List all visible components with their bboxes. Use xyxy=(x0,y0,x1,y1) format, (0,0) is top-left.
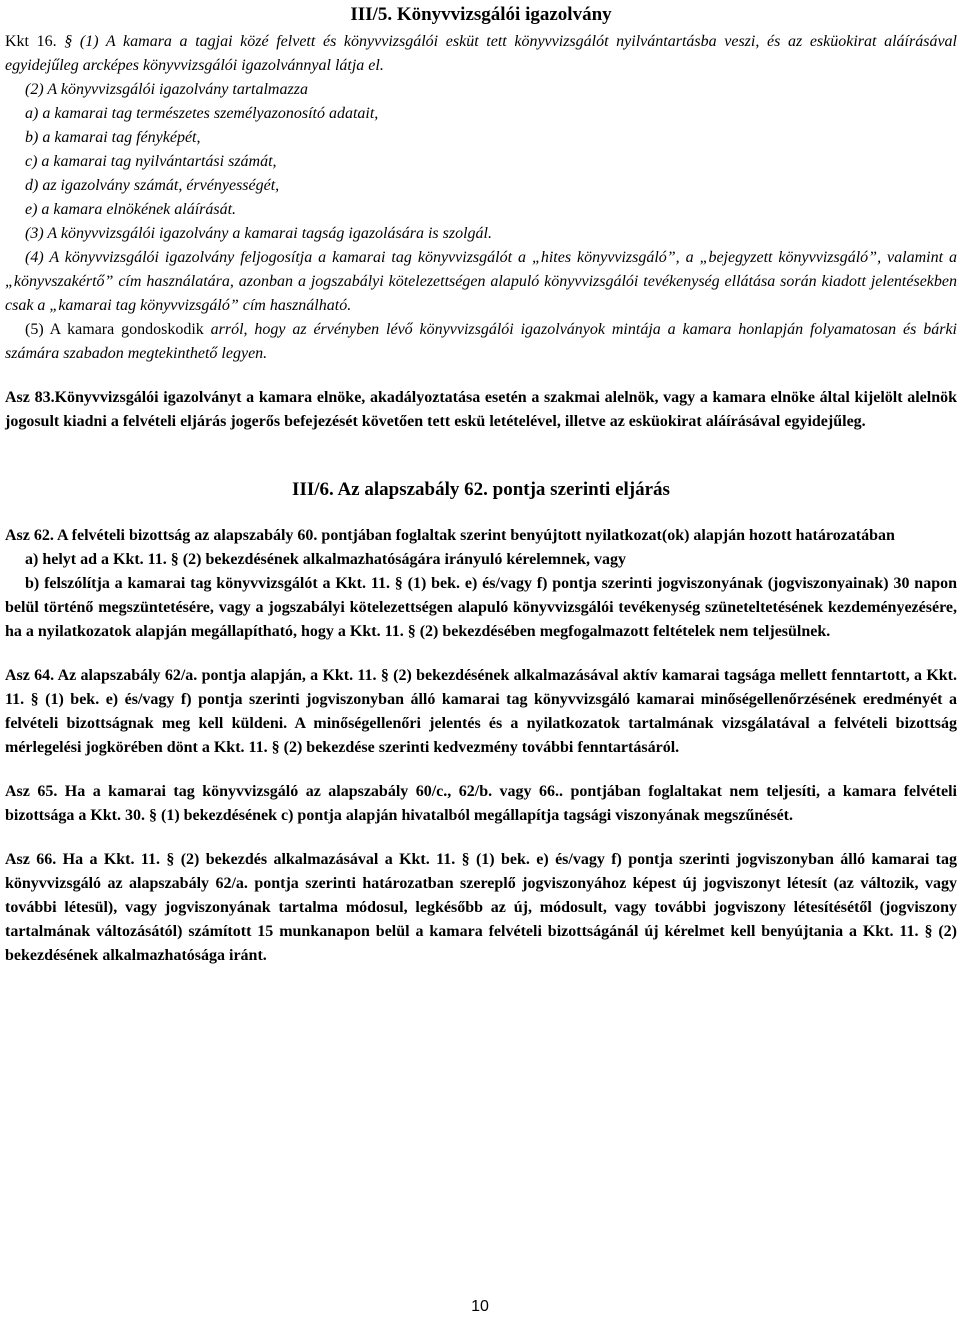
section-title-iii5: III/5. Könyvvizsgálói igazolvány xyxy=(350,4,612,25)
kkt16-item-a: a) a kamarai tag természetes személyazonosító adatait, xyxy=(25,105,379,122)
asz62-item-b: b) felszólítja a kamarai tag könyvvizsgálót a Kkt. 11. § (1) bek. e) és/vagy f) pontja szerinti jogviszonyának (jogviszonyainak) 30 napon belül történő megszüntetésére, vagy a jogszabályi kötelezettségen alapuló könyvvizsgálói tevékenység szüneteltetésének kezdeményezésére, ha a nyilatkozatok alapján megállapítható, hogy a Kkt. 11. § (2) bekezdésében megfogalmazott feltételek nem teljesülnek. xyxy=(5,575,957,640)
asz62-item-a: a) helyt ad a Kkt. 11. § (2) bekezdésének alkalmazhatóságára irányuló kérelemnek, vagy xyxy=(25,551,627,568)
kkt16-paragraph-5: (5) A kamara gondoskodik arról, hogy az érvényben lévő könyvvizsgálói igazolványok mintája a kamara honlapján folyamatosan és bárki számára szabadon megtekinthető legyen. xyxy=(5,321,957,362)
kkt16-item-b: b) a kamarai tag fényképét, xyxy=(25,129,201,146)
page-number: 10 xyxy=(471,1298,489,1315)
kkt16-item-c: c) a kamarai tag nyilvántartási számát, xyxy=(25,153,277,170)
section-title-iii6: III/6. Az alapszabály 62. pontja szerinti eljárás xyxy=(292,479,670,500)
kkt16-paragraph-4: (4) A könyvvizsgálói igazolvány feljogosítja a kamarai tag könyvvizsgálót a „hites könyvvizsgáló”, a „bejegyzett könyvvizsgáló”, valamint a „könyvszakértő” cím használatára, azonban a jogszabályi kötelezettségen alapuló könyvvizsgálói tevékenység ellátása során kiadott jelentésekben csak a „kamarai tag könyvvizsgáló” cím használható. xyxy=(5,249,957,314)
asz66-paragraph: Asz 66. Ha a Kkt. 11. § (2) bekezdés alkalmazásával a Kkt. 11. § (1) bek. e) és/vagy f) pontja szerinti jogviszonyban álló kamarai tag könyvvizsgáló az alapszabály 62/a. pontja szerinti határozatban szereplő jogviszonyához képest új jogviszonyt létesít (az változik, vagy további létesül), vagy jogviszonyának tartalma módosul, legkésőbb az új, módosult, vagy további jogviszony létesítésétől (jogviszony tartalmának változásától) számított 15 munkanapon belül a kamara felvételi bizottságánál új kérelmet kell benyújtania a Kkt. 11. § (2) bekezdésének alkalmazhatósága iránt. xyxy=(5,851,957,964)
kkt16-item-d: d) az igazolvány számát, érvényességét, xyxy=(25,177,280,194)
asz83-paragraph: Asz 83.Könyvvizsgálói igazolványt a kamara elnöke, akadályoztatása esetén a szakmai alelnök, vagy a kamara elnöke által kijelölt alelnök jogosult kiadni a felvételi eljárás jogerős befejezését követően tett eskü letételével, illetve az esküokirat aláírásával egyidejűleg. xyxy=(5,389,958,430)
kkt16-paragraph-1: Kkt 16. § (1) A kamara a tagjai közé felvett és könyvvizsgálói esküt tett könyvvizsgálót nyilvántartásba veszi, és az esküokirat aláírásával egyidejűleg arcképes könyvvizsgálói igazolvánnyal látja el. xyxy=(5,33,958,74)
document-page xyxy=(5,0,957,968)
kkt16-paragraph-3: (3) A könyvvizsgálói igazolvány a kamarai tagság igazolására is szolgál. xyxy=(25,225,492,242)
asz62-paragraph: Asz 62. A felvételi bizottság az alapszabály 60. pontjában foglaltak szerint benyújtott nyilatkozat(ok) alapján hozott határozatában xyxy=(5,527,895,544)
asz64-paragraph: Asz 64. Az alapszabály 62/a. pontja alapján, a Kkt. 11. § (2) bekezdésének alkalmazásával aktív kamarai tagsága mellett fenntartott, a Kkt. 11. § (1) bek. e) és/vagy f) pontja szerinti jogviszonyban álló kamarai tag könyvvizsgáló kamarai minőségellenőrzésének eredményét a felvételi bizottságnak meg kell küldeni. A minőségellenőri jelentés és a nyilatkozatok tartalmának vizsgálatával a felvételi bizottság mérlegelési jogkörében dönt a Kkt. 11. § (2) bekezdése szerinti kedvezmény további fenntartásáról. xyxy=(5,667,957,756)
asz65-paragraph: Asz 65. Ha a kamarai tag könyvvizsgáló az alapszabály 60/c., 62/b. vagy 66.. pontjában foglaltakat nem teljesíti, a kamara felvételi bizottsága a Kkt. 30. § (1) bekezdésének c) pontja alapján hivatalból megállapítja tagsági viszonyának megszűnését. xyxy=(5,783,957,824)
kkt16-item-e: e) a kamara elnökének aláírását. xyxy=(25,201,237,218)
kkt16-paragraph-2: (2) A könyvvizsgálói igazolvány tartalmazza xyxy=(25,81,308,98)
